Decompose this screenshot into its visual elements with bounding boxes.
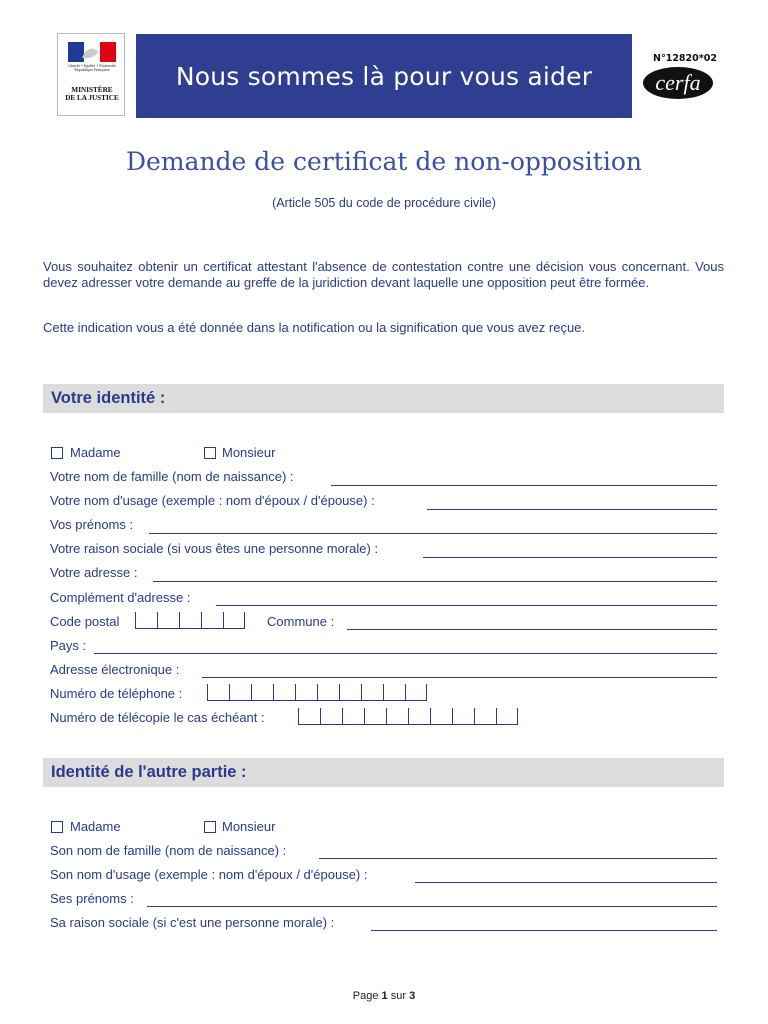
telecopie-cell[interactable]: [298, 708, 320, 725]
other-nom-usage-label: Son nom d'usage (exemple : nom d'époux / d'épouse) :: [50, 867, 368, 882]
nom-famille-label: Votre nom de famille (nom de naissance) :: [50, 469, 294, 484]
monsieur-label: Monsieur: [222, 445, 276, 460]
code-postal-cell[interactable]: [223, 612, 245, 629]
telecopie-field[interactable]: [298, 708, 518, 725]
telecopie-cell[interactable]: [320, 708, 342, 725]
madame-label: Madame: [70, 445, 121, 460]
cerfa-logo: [643, 67, 713, 99]
page-title: Demande de certificat de non-opposition: [126, 147, 642, 176]
cerfa-number: N°12820*02: [653, 53, 717, 64]
code-postal-cell[interactable]: [201, 612, 223, 629]
telephone-cell[interactable]: [229, 684, 251, 701]
page-subtitle: (Article 505 du code de procédure civile): [272, 196, 496, 210]
section-heading-text: Identité de l'autre partie :: [51, 763, 247, 781]
header-banner: [136, 34, 632, 118]
other-nom-famille-field[interactable]: [319, 858, 717, 859]
banner-text: Nous sommes là pour vous aider: [175, 61, 593, 91]
code-postal-cell[interactable]: [157, 612, 179, 629]
telecopie-cell[interactable]: [474, 708, 496, 725]
other-madame-label: Madame: [70, 819, 121, 834]
commune-label: Commune :: [267, 614, 335, 629]
pays-field[interactable]: [94, 653, 717, 654]
page-footer: [0, 990, 768, 1002]
telephone-cell[interactable]: [273, 684, 295, 701]
section-heading-identity: [43, 384, 724, 413]
cerfa-logo-text: cerfa: [655, 70, 701, 95]
telecopie-cell[interactable]: [452, 708, 474, 725]
ministry-name: [60, 86, 124, 102]
of-word: sur: [390, 990, 407, 1002]
telephone-cell[interactable]: [317, 684, 339, 701]
telecopie-label: Numéro de télécopie le cas échéant :: [50, 710, 265, 725]
complement-field[interactable]: [216, 605, 717, 606]
telecopie-cell[interactable]: [496, 708, 518, 725]
email-field[interactable]: [202, 677, 717, 678]
page-word: Page: [352, 990, 379, 1002]
telecopie-cell[interactable]: [386, 708, 408, 725]
code-postal-cell[interactable]: [135, 612, 157, 629]
telephone-cell[interactable]: [405, 684, 427, 701]
code-postal-label: Code postal: [50, 614, 120, 629]
telephone-label: Numéro de téléphone :: [50, 686, 183, 701]
code-postal-field[interactable]: [135, 612, 245, 629]
intro-paragraph-1: Vous souhaitez obtenir un certificat attestant l'absence de contestation contre une décision vous concernant. Vous devez adresser votre demande au greffe de la juridiction devant laquelle une opposition peut être formée.: [43, 259, 724, 290]
prenoms-field[interactable]: [149, 533, 717, 534]
other-monsieur-checkbox[interactable]: [204, 821, 216, 833]
section-heading-other-party: [43, 758, 724, 787]
ministry-line-1: MINISTÈRE: [71, 86, 113, 94]
telephone-cell[interactable]: [339, 684, 361, 701]
telecopie-cell[interactable]: [342, 708, 364, 725]
raison-sociale-field[interactable]: [423, 557, 717, 558]
code-postal-cell[interactable]: [179, 612, 201, 629]
other-nom-famille-label: Son nom de famille (nom de naissance) :: [50, 843, 287, 858]
republic-line: République Française: [74, 68, 110, 72]
other-prenoms-label: Ses prénoms :: [50, 891, 134, 906]
telecopie-cell[interactable]: [430, 708, 452, 725]
adresse-field[interactable]: [153, 581, 717, 582]
intro-paragraph-2: Cette indication vous a été donnée dans la notification ou la signification que vous avez reçue.: [43, 320, 586, 335]
prenoms-label: Vos prénoms :: [50, 517, 134, 532]
adresse-label: Votre adresse :: [50, 565, 138, 580]
telecopie-cell[interactable]: [408, 708, 430, 725]
telephone-field[interactable]: [207, 684, 427, 701]
motto-text: [62, 64, 122, 72]
commune-field[interactable]: [347, 629, 717, 630]
section-heading-text: Votre identité :: [51, 389, 166, 407]
telephone-cell[interactable]: [251, 684, 273, 701]
marianne-flag-icon: [68, 42, 116, 62]
telecopie-cell[interactable]: [364, 708, 386, 725]
page-total: 3: [409, 990, 416, 1002]
telephone-cell[interactable]: [295, 684, 317, 701]
ministry-line-2: DE LA JUSTICE: [65, 94, 119, 102]
other-raison-sociale-field[interactable]: [371, 930, 717, 931]
telephone-cell[interactable]: [207, 684, 229, 701]
other-raison-sociale-label: Sa raison sociale (si c'est une personne morale) :: [50, 915, 335, 930]
pays-label: Pays :: [50, 638, 87, 653]
telephone-cell[interactable]: [361, 684, 383, 701]
motto-line: Liberté • Égalité • Fraternité: [68, 64, 116, 68]
email-label: Adresse électronique :: [50, 662, 180, 677]
other-monsieur-label: Monsieur: [222, 819, 276, 834]
page-current: 1: [381, 990, 388, 1002]
nom-famille-field[interactable]: [331, 485, 717, 486]
telephone-cell[interactable]: [383, 684, 405, 701]
other-prenoms-field[interactable]: [147, 906, 717, 907]
complement-label: Complément d'adresse :: [50, 590, 191, 605]
ministry-logo: [57, 33, 125, 116]
nom-usage-label: Votre nom d'usage (exemple : nom d'époux / d'épouse) :: [50, 493, 375, 508]
other-madame-checkbox[interactable]: [51, 821, 63, 833]
other-nom-usage-field[interactable]: [415, 882, 717, 883]
nom-usage-field[interactable]: [427, 509, 717, 510]
monsieur-checkbox[interactable]: [204, 447, 216, 459]
madame-checkbox[interactable]: [51, 447, 63, 459]
raison-sociale-label: Votre raison sociale (si vous êtes une personne morale) :: [50, 541, 379, 556]
